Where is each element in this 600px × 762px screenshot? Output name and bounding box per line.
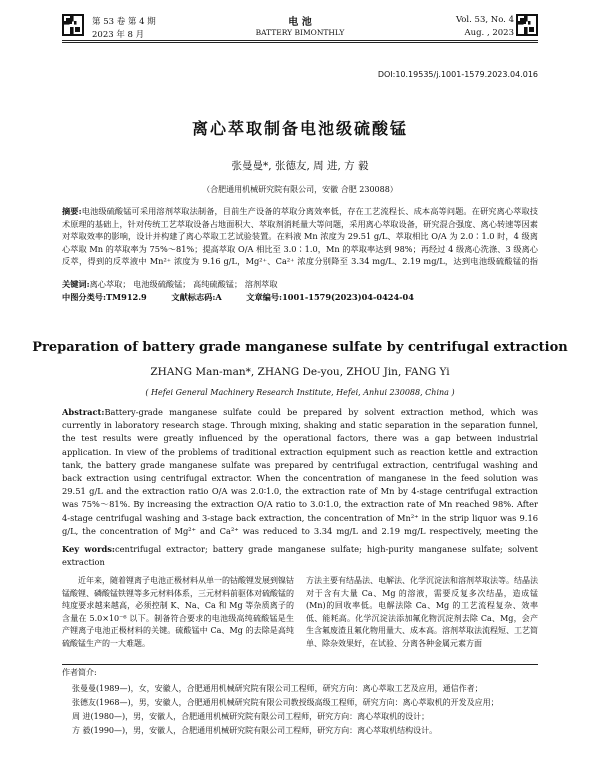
- abstract-text-cn: 电池级硫酸锰可采用溶剂萃取法制备，目前生产设备的萃取分离效率低，存在工艺流程长、成本高等问题。在研究离心萃取技术原理的基础上，针对传统工艺萃取设备占地面积大、萃取剂消耗量大等问题，采用离心萃取设备，研究混合强度、离心转速等因素对萃取效率的影响，设计并构建了离心萃取工艺试验装置。在料液 Mn 浓度为 29.51 g/L、萃取相比 O/A 为 2.0∶1.0 时，4 级离心萃取 Mn 的萃取率为 75%～81%；提高萃取 O/A 相比至 3.0∶1.0，Mn 的萃取率达到 98%；再经过 4 级离心洗涤、3 级离心反萃，得到的反萃液中 Mn²⁺ 浓度为 9.16 g/L，Mg²⁺、Ca²⁺ 浓度分别降至 3.34 mg/L、2.19 mg/L，达到电池级硫酸锰的指: [62, 206, 538, 266]
- authors-en: ZHANG Man-man*, ZHANG De-you, ZHOU Jin, FANG Yi: [150, 366, 450, 378]
- header-date-cn: 2023 年 8 月: [92, 30, 145, 40]
- affiliation-cn: （合肥通用机械研究院有限公司，安徽 合肥 230088）: [202, 185, 398, 194]
- abstract-label-cn: 摘要:: [62, 206, 82, 216]
- keywords-text-cn: 离心萃取； 电池级硫酸锰； 高纯硫酸锰； 溶剂萃取: [89, 279, 278, 289]
- page-title-cn: 离心萃取制备电池级硫酸锰: [191, 119, 408, 138]
- journal-title-en: BATTERY BIMONTHLY: [255, 28, 345, 37]
- keywords-text-en: centrifugal extractor; battery grade manganese sulfate; high-purity manganese sulfate; solvent extraction: [62, 544, 538, 568]
- document-code: 文献标志码:A: [171, 292, 222, 302]
- footnote-label: 作者简介:: [62, 668, 97, 677]
- author-note-2: 张德友(1968—)，男，安徽人，合肥通用机械研究院有限公司教授级高级工程师，研究方向：离心萃取机的开发及应用；: [72, 698, 499, 707]
- keywords-label-cn: 关键词:: [62, 279, 90, 289]
- journal-title-cn: 电 池: [288, 17, 312, 28]
- abstract-en: [62, 406, 538, 539]
- abstract-text-en: Battery-grade manganese sulfate could be prepared by solvent extraction method, which was currently in laboratory research stage. Through mixing, shaking and static separation in the separation funnel, the test results were greatly influenced by the operational factors, there was a gap between industrial application. In view of the problems of traditional extraction equipment such as reaction kettle and extraction tank, the battery grade manganese sulfate was prepared by centrifugal extraction, centrifugal washing and back extraction using centrifugal extractor. When the concentration of manganese in the feed solution was 29.51 g/L and the extraction ratio O/A was 2.0∶1.0, the extraction rate of Mn by 4-stage centrifugal extraction was 75%～81%. By increasing the extraction O/A ratio to 3.0∶1.0, the extraction rate of Mn reached 98%. After 4-stage centrifugal washing and 3-stage back extraction, the concentration of Mn²⁺ in the strip liquor was 9.16 g/L, the concentration of Mg²⁺ and Ca²⁺ was reduced to 3.34 mg/L and 2.19 mg/L respectively, meeting the: [62, 407, 538, 536]
- author-note-4: 方 毅(1990—)，男，安徽人，合肥通用机械研究院有限公司工程师，研究方向：离心萃取机结构设计。: [72, 726, 438, 735]
- header-rule-2: [62, 42, 538, 43]
- author-note-3: 周 进(1980—)，男，安徽人，合肥通用机械研究院有限公司工程师，研究方向：离心萃取机的设计；: [72, 712, 430, 721]
- author-note-1: 张曼曼(1989—)，女，安徽人，合肥通用机械研究院有限公司工程师，研究方向：离心萃取工艺及应用，通信作者；: [72, 684, 483, 693]
- doi: DOI:10.19535/j.1001-1579.2023.04.016: [377, 70, 538, 79]
- affiliation-en: ( Hefei General Machinery Research Institute, Hefei, Anhui 230088, China ): [145, 388, 455, 397]
- keywords-en: [62, 543, 538, 569]
- classification-line: [62, 291, 538, 304]
- abstract-label-en: Abstract:: [62, 407, 105, 417]
- body-column-left: 近年来，随着锂离子电池正极材料从单一的钴酸锂发展到镍钴锰酸锂、磷酸锰铁锂等多元材料体系，三元材料前驱体对硫酸锰的纯度要求越来越高，必须控制 K、Na、Ca 和 Mg 等杂质离子的含量在 5.0×10⁻⁶ 以下。制备符合要求的电池级高纯硫酸锰是生产锂离子电池正极材料的关键。硫酸锰中 Ca、Mg 的去除是高纯硫酸锰生产的一大难题。: [62, 576, 294, 648]
- header-volume-en: Vol. 53, No. 4: [455, 15, 514, 25]
- article-number: 文章编号:1001-1579(2023)04-0424-04: [246, 292, 414, 302]
- header-volume-cn: 第 53 卷 第 4 期: [92, 17, 156, 27]
- page-title-en: Preparation of battery grade manganese sulfate by centrifugal extraction: [32, 340, 568, 355]
- abstract-cn: [62, 205, 538, 269]
- keywords-label-en: Key words:: [62, 544, 115, 554]
- header-rule: [62, 40, 538, 41]
- authors-cn: 张曼曼*, 张德友, 周 进, 方 毅: [231, 160, 369, 172]
- header-date-en: Aug. , 2023: [464, 28, 514, 38]
- keywords-cn: [62, 278, 538, 291]
- body-column-right: 方法主要有结晶法、电解法、化学沉淀法和溶剂萃取法等。结晶法对于含有大量 Ca、Mg 的溶液，需要反复多次结晶，造成锰(Mn)的回收率低。电解法除 Ca、Mg 的工艺流程复杂、效率低、能耗高。化学沉淀法添加氟化物沉淀剂去除 Ca、Mg，会产生含氟废渣且氟化物用量大、成本高。溶剂萃取法流程短、工艺简单、除杂效果好，在试验、分离各种金属元素方面: [306, 576, 538, 648]
- clc-code: 中图分类号:TM912.9: [62, 292, 147, 302]
- footnote-rule: [62, 664, 538, 665]
